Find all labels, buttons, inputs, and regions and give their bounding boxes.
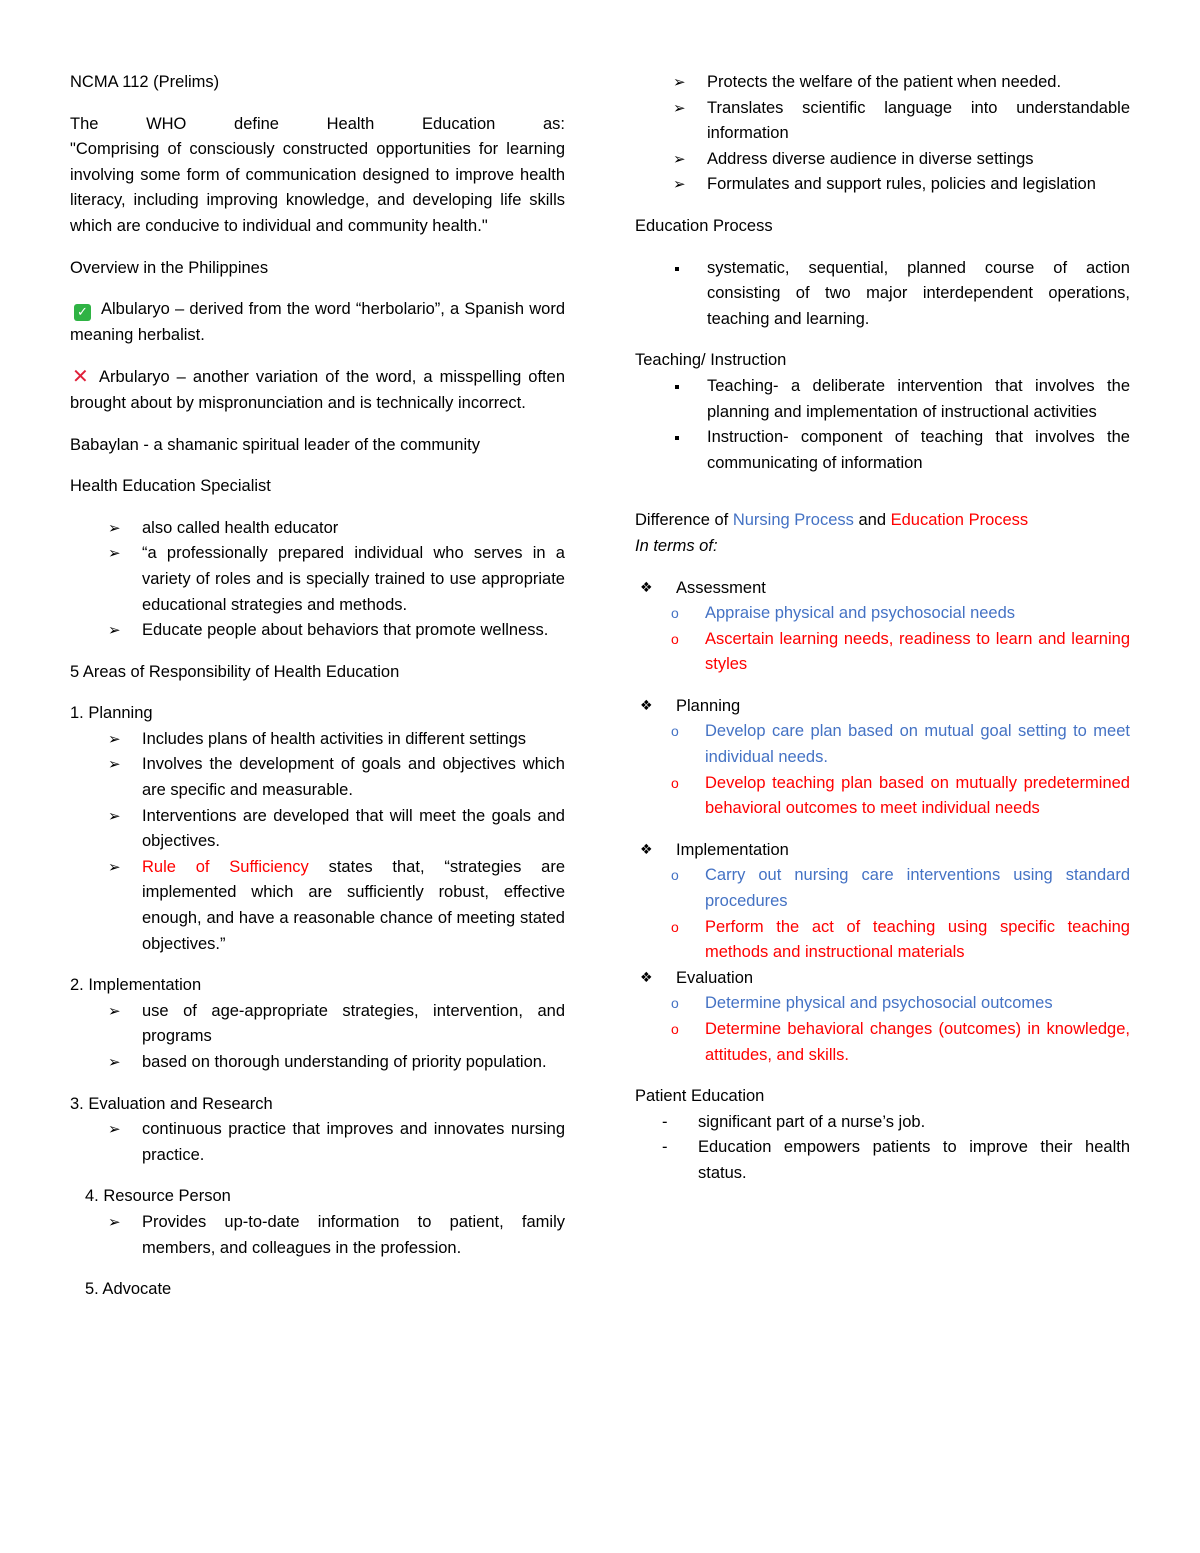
list-item: - Education empowers patients to improve their health status. <box>635 1135 1130 1186</box>
list-item: ➢ continuous practice that improves and innovates nursing practice. <box>70 1117 565 1168</box>
list-item: ➢ Involves the development of goals and objectives which are specific and measurable. <box>70 752 565 803</box>
list-item: ➢ Educate people about behaviors that promote wellness. <box>70 618 565 644</box>
list-item: o Determine behavioral changes (outcomes) in knowledge, attitudes, and skills. <box>635 1017 1130 1068</box>
planning-heading: 1. Planning <box>70 704 153 723</box>
difference-prefix: Difference of <box>635 511 733 530</box>
specialist-list <box>70 516 565 644</box>
education-process-label: Education Process <box>890 511 1029 530</box>
list-item: ➢ use of age-appropriate strategies, intervention, and programs <box>70 999 565 1050</box>
implementation-label: ❖ Implementation <box>635 838 1130 864</box>
list-item: ➢ Includes plans of health activities in different settings <box>70 727 565 753</box>
list-item: ➢ also called health educator <box>70 516 565 542</box>
education-process-list <box>635 256 1130 333</box>
in-terms-of: In terms of: <box>635 536 718 555</box>
right-column <box>635 70 1130 1187</box>
albularyo-text: Albularyo – derived from the word “herbolario”, a Spanish word meaning herbalist. <box>70 300 565 344</box>
nursing-process-label: Nursing Process <box>732 511 854 530</box>
assessment-label: ❖ Assessment <box>635 576 1130 602</box>
list-item: systematic, sequential, planned course of action consisting of two major interdependent operations, teaching and learning. <box>635 256 1130 333</box>
planning-list <box>70 727 565 957</box>
list-item: o Carry out nursing care interventions using standard procedures <box>635 863 1130 914</box>
implementation-block <box>635 838 1130 864</box>
arbularyo-entry <box>70 364 565 416</box>
babaylan-entry: Babaylan - a shamanic spiritual leader of the community <box>70 435 480 454</box>
list-item <box>70 855 565 957</box>
teaching-list <box>635 374 1130 476</box>
list-item: ➢ Address diverse audience in diverse settings <box>635 147 1130 173</box>
list-item: ➢ based on thorough understanding of priority population. <box>70 1050 565 1076</box>
list-item: o Develop care plan based on mutual goal setting to meet individual needs. <box>635 719 1130 770</box>
rule-of-sufficiency-text: states that, “strategies are implemented which are sufficiently robust, effective enough, and have a reasonable chance of meeting stated objectives.” <box>142 857 566 953</box>
list-item: o Perform the act of teaching using specific teaching methods and instructional materials <box>635 915 1130 966</box>
list-item: ➢ Interventions are developed that will meet the goals and objectives. <box>70 804 565 855</box>
planning-block <box>635 694 1130 720</box>
check-box-icon: ✓ <box>74 304 91 321</box>
who-quote: "Comprising of consciously constructed opportunities for learning involving some form of communication designed to improve health literacy, including improving knowledge, and developing life skills which are conducive to individual and community health." <box>70 140 565 235</box>
resource-list <box>70 1210 565 1261</box>
advocate-list <box>635 70 1130 198</box>
left-column <box>70 70 565 1303</box>
list-item: o Ascertain learning needs, readiness to learn and learning styles <box>635 627 1130 678</box>
who-intro: The WHO define Health Education as: <box>70 114 565 133</box>
advocate-heading: 5. Advocate <box>85 1280 172 1299</box>
evaluation-label: ❖ Evaluation <box>635 966 1130 992</box>
implementation-list <box>70 999 565 1076</box>
list-item: ➢ Provides up-to-date information to patient, family members, and colleagues in the profession. <box>70 1210 565 1261</box>
list-item: ➢ Formulates and support rules, policies and legislation <box>635 172 1130 198</box>
list-item: o Appraise physical and psychosocial needs <box>635 601 1130 627</box>
list-item: ➢ “a professionally prepared individual who serves in a variety of roles and is specially trained to use appropriate educational strategies and methods. <box>70 541 565 618</box>
difference-and: and <box>853 511 891 530</box>
overview-heading: Overview in the Philippines <box>70 258 269 277</box>
implementation-compare-list <box>635 863 1130 965</box>
planning-label: ❖ Planning <box>635 694 1130 720</box>
arbularyo-text: Arbularyo – another variation of the word, a misspelling often brought about by mispronunciation and is technically incorrect. <box>70 368 565 412</box>
cross-mark-icon: ✕ <box>72 364 89 389</box>
patient-education-list <box>635 1110 1130 1187</box>
evaluation-list <box>70 1117 565 1168</box>
patient-education-heading: Patient Education <box>635 1087 765 1106</box>
difference-heading <box>635 508 1130 534</box>
list-item: o Develop teaching plan based on mutually predetermined behavioral outcomes to meet individual needs <box>635 771 1130 822</box>
list-item: ➢ Translates scientific language into understandable information <box>635 96 1130 147</box>
document-title: NCMA 112 (Prelims) <box>70 73 220 91</box>
albularyo-entry <box>70 297 565 348</box>
list-item: Teaching- a deliberate intervention that involves the planning and implementation of instructional activities <box>635 374 1130 425</box>
planning-compare-list <box>635 719 1130 821</box>
evaluation-compare-list <box>635 991 1130 1068</box>
assessment-list <box>635 601 1130 678</box>
areas-heading: 5 Areas of Responsibility of Health Education <box>70 662 400 681</box>
teaching-heading: Teaching/ Instruction <box>635 351 787 370</box>
implementation-heading: 2. Implementation <box>70 976 202 995</box>
list-item: o Determine physical and psychosocial outcomes <box>635 991 1130 1017</box>
specialist-heading: Health Education Specialist <box>70 477 271 496</box>
resource-heading: 4. Resource Person <box>85 1187 231 1206</box>
evaluation-block <box>635 966 1130 992</box>
education-process-heading: Education Process <box>635 216 773 235</box>
assessment-block <box>635 576 1130 602</box>
list-item: - significant part of a nurse’s job. <box>635 1110 1130 1136</box>
list-item: Instruction- component of teaching that involves the communicating of information <box>635 425 1130 476</box>
list-item: ➢ Protects the welfare of the patient when needed. <box>635 70 1130 96</box>
rule-of-sufficiency-label: Rule of Sufficiency <box>142 857 309 876</box>
evaluation-heading: 3. Evaluation and Research <box>70 1094 273 1113</box>
